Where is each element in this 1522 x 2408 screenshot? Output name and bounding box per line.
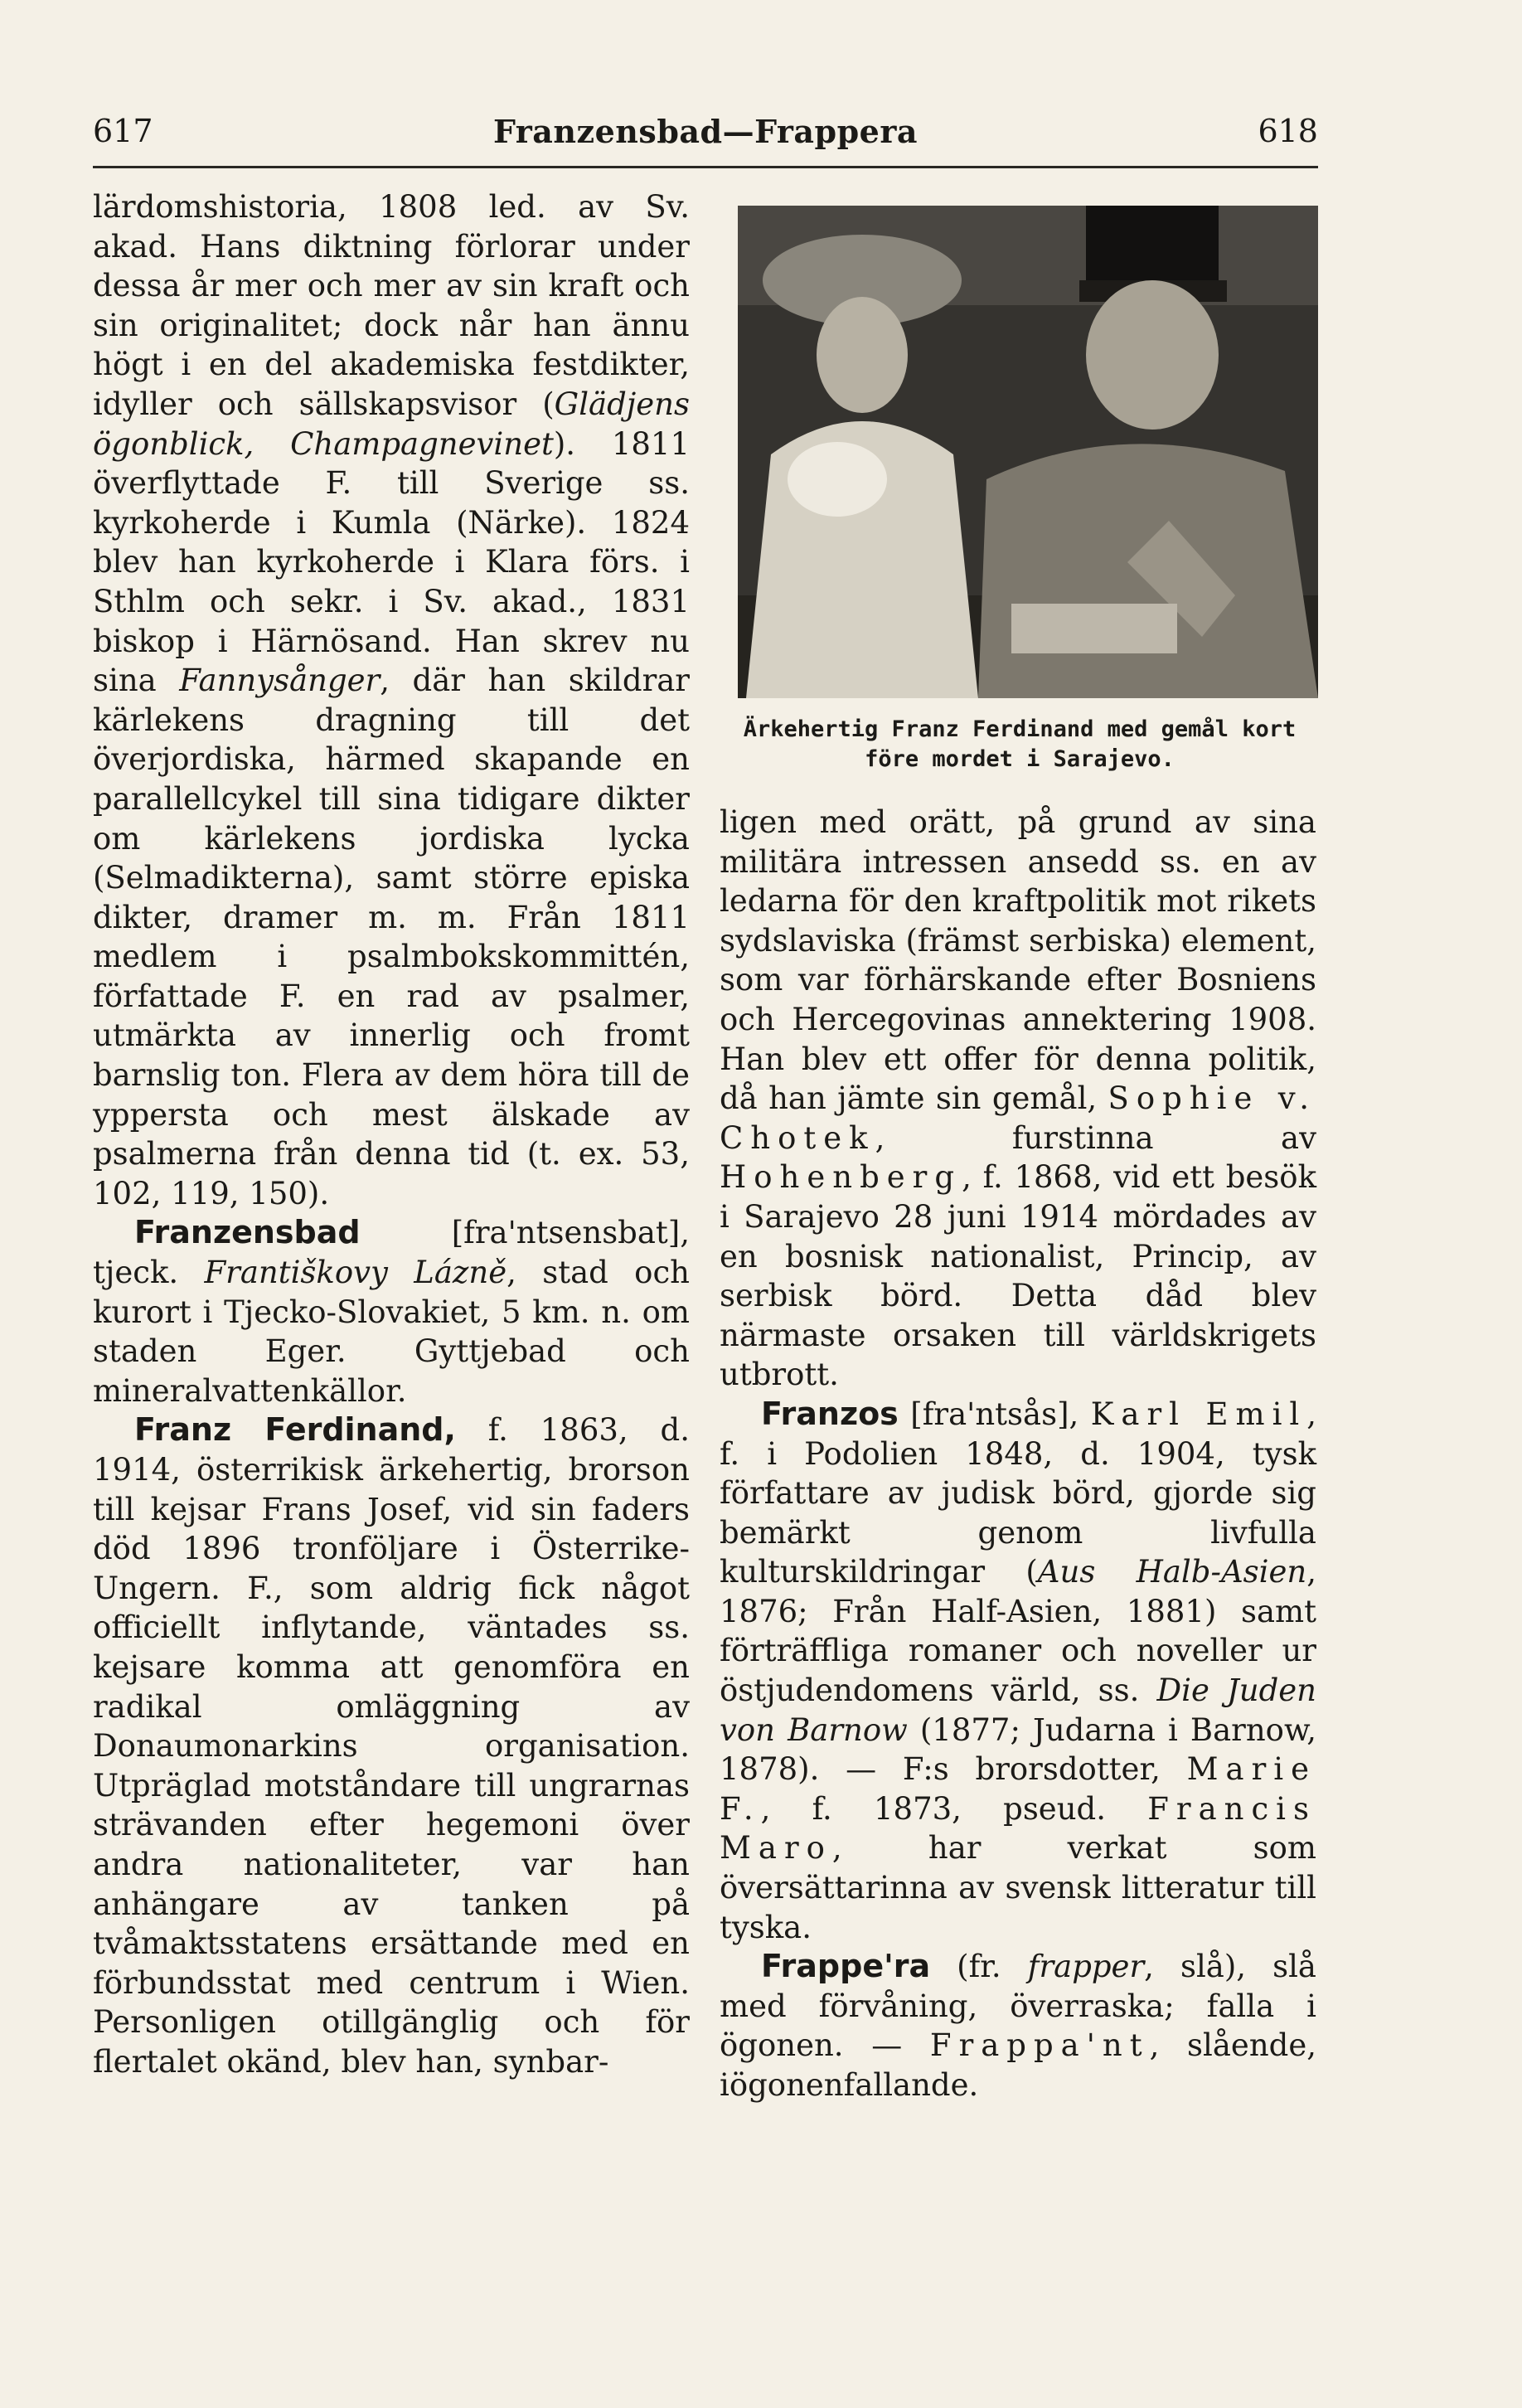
headword: Franzos <box>761 1395 899 1432</box>
header-rule <box>93 166 1318 168</box>
right-page-number: 618 <box>1258 113 1318 149</box>
photograph <box>738 206 1318 698</box>
right-column <box>720 803 1316 2105</box>
page-title: Franzensbad—Frappera <box>492 112 919 150</box>
entry-franz-ferdinand: Franz Ferdinand, f. 1863, d. 1914, österrikisk ärkehertig, brorson till kejsar Frans Josef, vid sin faders död 1896 tronföljare i Österrike-Ungern. F., som aldrig fick något officiellt inflytande, väntades ss. kejsare komma att genomföra en radikal omläggning av Donaumonarkins organisation. Utpräglad motståndare till ungrarnas strävanden efter hegemoni över andra nationaliteter, var han anhängare av tanken på tvåmaktsstatens ersättande med en förbundsstat med centrum i Wien. Personligen otillgänglig och för flertalet okänd, blev han, synbar- <box>93 1411 690 2080</box>
entry-franzensbad: Franzensbad [fra'ntsensbat], tjeck. Františkovy Lázně, stad och kurort i Tjecko-Slovakiet, 5 km. n. om staden Eger. Gyttjebad och mineralvattenkällor. <box>93 1214 690 1409</box>
entry-franzos: Franzos [fra'ntsås], Karl Emil, f. i Podolien 1848, d. 1904, tysk författare av judisk börd, gjorde sig bemärkt genom livfulla kulturskildringar (Aus Halb-Asien, 1876; Från Half-Asien, 1881) samt förträffliga romaner och noveller ur östjudendomens värld, ss. Die Juden von Barnow (1877; Judarna i Barnow, 1878). — F:s brorsdotter, Marie F., f. 1873, pseud. Francis Maro, har verkat som översättarinna av svensk litteratur till tyska. <box>720 1395 1317 1945</box>
entry-continuation: lärdomshistoria, 1808 led. av Sv. akad. Hans diktning förlorar under dessa år mer och mer av sin kraft och sin originalitet; dock når han ännu högt i en del akademiska festdikter, idyller och sällskapsvisor (Glädjens ögonblick, Champagnevinet). 1811 överflyttade F. till Sverige ss. kyrkoherde i Kumla (Närke). 1824 blev han kyrkoherde i Klara förs. i Sthlm och sekr. i Sv. akad., 1831 biskop i Härnösand. Han skrev nu sina Fannysånger, där han skildrar kärlekens dragning till det överjordiska, härmed skapande en parallellcykel till sina tidigare dikter om kärlekens jordiska lycka (Selmadikterna), samt större episka dikter, dramer m. m. Från 1811 medlem i psalmbokskommittén, författade F. en rad av psalmer, utmärkta av innerlig och fromt barnslig ton. Flera av dem höra till de yppersta och mest älskade av psalmerna från denna tid (t. ex. 53, 102, 119, 150). <box>93 189 691 1211</box>
headword: Franzensbad <box>134 1214 361 1251</box>
headword: Frappe'ra <box>761 1948 931 1985</box>
entry-frappera: Frappe'ra (fr. frapper, slå), slå med förvåning, överraska; falla i ögonen. — Frappa'nt, slående, iögonenfallande. <box>720 1948 1316 2103</box>
entry-continuation: ligen med orätt, på grund av sina militära intressen ansedd ss. en av ledarna för den kraftpolitik mot rikets sydslaviska (främst serbiska) element, som var förhärskande efter Bosniens och Hercegovinas annektering 1908. Han blev ett offer för denna politik, då han jämte sin gemål, Sophie v. Chotek, furstinna av Hohenberg, f. 1868, vid ett besök i Sarajevo 28 juni 1914 mördades av en bosnisk nationalist, Princip, av serbisk börd. Detta dåd blev närmaste orsaken till världskrigets utbrott. <box>720 804 1316 1393</box>
figure-caption: Ärkehertig Franz Ferdinand med gemål kort före mordet i Sarajevo. <box>743 716 1297 772</box>
left-page-number: 617 <box>93 113 153 149</box>
left-column <box>93 187 690 2082</box>
headword: Franz Ferdinand, <box>134 1411 456 1449</box>
page-header <box>93 106 1318 156</box>
